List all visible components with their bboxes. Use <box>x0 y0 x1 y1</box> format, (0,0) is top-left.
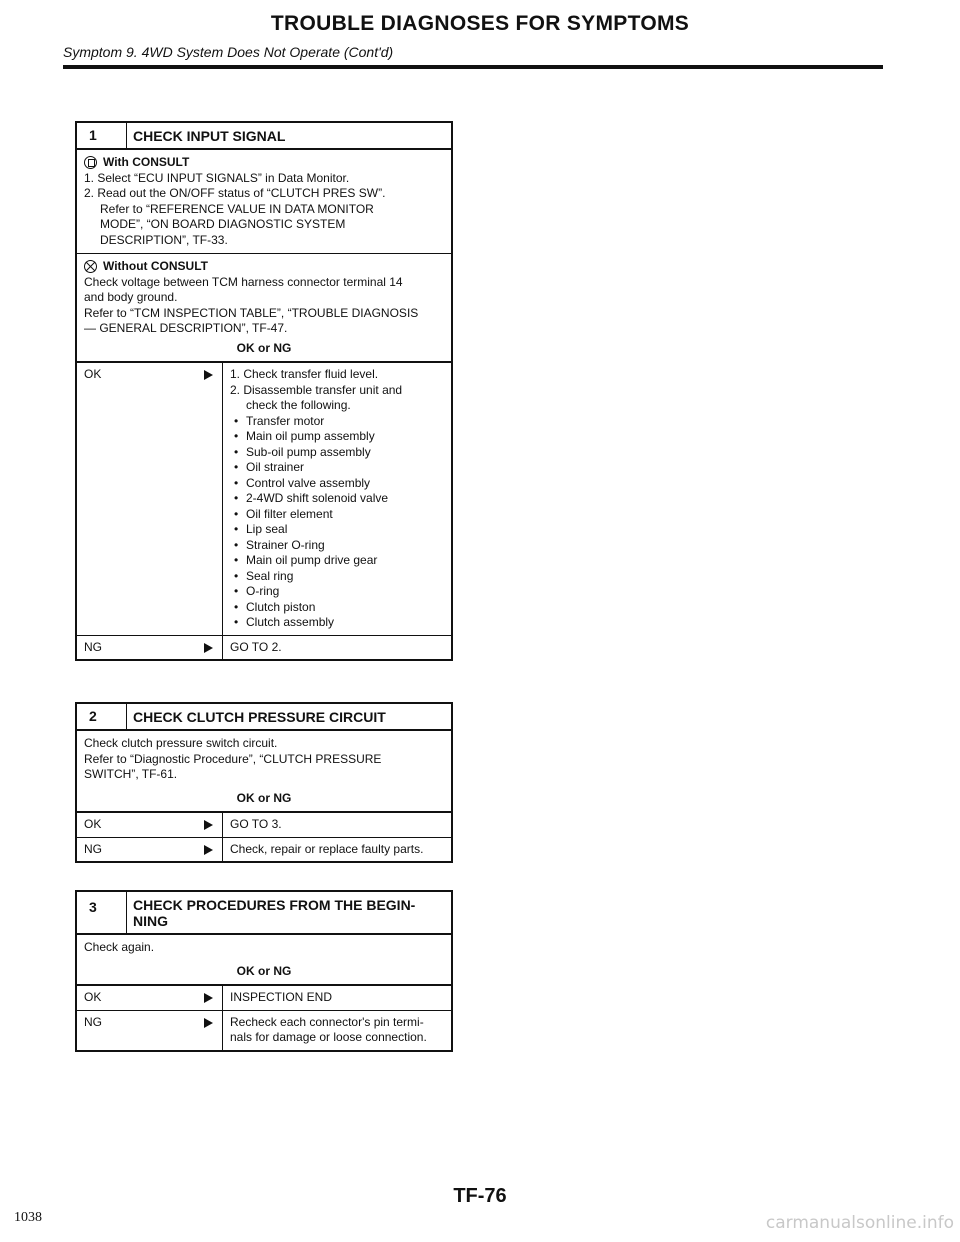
instruction-line: Check again. <box>84 940 155 954</box>
instruction-line: 2. Read out the ON/OFF status of “CLUTCH PRES SW”. <box>84 186 386 200</box>
ng-action: Check, repair or replace faulty parts. <box>222 838 451 862</box>
instruction-line: — GENERAL DESCRIPTION”, TF-47. <box>84 321 288 335</box>
check-item: • Strainer O-ring <box>230 538 444 554</box>
ok-row <box>77 813 451 838</box>
with-consult-section <box>77 150 451 254</box>
step-1-box <box>75 121 453 661</box>
ng-label: NG <box>84 1014 102 1029</box>
ok-action: GO TO 3. <box>222 813 451 837</box>
instruction-line: Refer to “Diagnostic Procedure”, “CLUTCH PRESSURE <box>84 751 382 766</box>
instruction-line: Check clutch pressure switch circuit. <box>84 736 278 750</box>
ok-row <box>77 986 451 1011</box>
instruction-line: Check voltage between TCM harness connector terminal 14 <box>84 274 403 289</box>
ok-row <box>77 363 451 636</box>
ok-or-ng-label: OK or NG <box>236 963 292 978</box>
action-line: check the following. <box>246 398 351 412</box>
check-item: • Main oil pump drive gear <box>230 553 444 569</box>
step-title: CHECK INPUT SIGNAL <box>133 128 286 144</box>
check-item: • Clutch assembly <box>230 615 444 631</box>
check-item: • O-ring <box>230 584 444 600</box>
step-number: 2 <box>77 704 127 729</box>
ok-action: INSPECTION END <box>222 986 451 1010</box>
with-consult-heading: With CONSULT <box>103 155 190 169</box>
ok-label: OK <box>84 817 102 831</box>
step-number: 1 <box>77 123 127 148</box>
step-number: 3 <box>77 892 127 933</box>
step-title <box>127 892 451 933</box>
check-item: • Clutch piston <box>230 600 444 616</box>
check-item: • Control valve assembly <box>230 476 444 492</box>
ok-action <box>222 363 451 635</box>
watermark: carmanualsonline.info <box>765 1213 954 1233</box>
page-title: TROUBLE DIAGNOSES FOR SYMPTOMS <box>270 12 690 35</box>
page-subtitle: Symptom 9. 4WD System Does Not Operate (Cont'd) <box>63 44 394 60</box>
check-item: • 2-4WD shift solenoid valve <box>230 491 444 507</box>
step-2-header <box>77 704 451 731</box>
instruction-line: MODE”, “ON BOARD DIAGNOSTIC SYSTEM <box>100 217 346 231</box>
step-2-instructions <box>77 731 451 813</box>
ok-label: OK <box>84 990 102 1004</box>
check-item: • Transfer motor <box>230 414 444 430</box>
arrow-right-icon <box>204 643 213 653</box>
action-line: 1. Check transfer fluid level. <box>230 367 379 381</box>
arrow-right-icon <box>204 370 213 380</box>
ng-row <box>77 838 451 862</box>
header-rule <box>63 65 883 69</box>
instruction-line: SWITCH”, TF-61. <box>84 767 178 781</box>
ok-or-ng-label: OK or NG <box>236 340 292 355</box>
step-3-header <box>77 892 451 935</box>
check-item: • Sub-oil pump assembly <box>230 445 444 461</box>
step-3-instructions <box>77 935 451 986</box>
check-item: • Oil strainer <box>230 460 444 476</box>
ng-action: GO TO 2. <box>222 636 451 660</box>
check-item: • Oil filter element <box>230 507 444 523</box>
check-item: • Lip seal <box>230 522 444 538</box>
step-3-box <box>75 890 453 1052</box>
without-consult-heading: Without CONSULT <box>103 259 208 273</box>
step-title-line: NING <box>133 913 168 929</box>
ng-label: NG <box>84 639 102 654</box>
instruction-line: Refer to “TCM INSPECTION TABLE”, “TROUBLE DIAGNOSIS <box>84 305 419 320</box>
folio-number: 1038 <box>14 1210 42 1225</box>
ok-label: OK <box>84 367 102 381</box>
no-consult-icon <box>84 260 97 273</box>
check-item: • Seal ring <box>230 569 444 585</box>
arrow-right-icon <box>204 1018 213 1028</box>
ng-label: NG <box>84 841 102 856</box>
arrow-right-icon <box>204 993 213 1003</box>
ng-action <box>222 1011 451 1050</box>
step-title: CHECK CLUTCH PRESSURE CIRCUIT <box>133 709 386 725</box>
action-line: 2. Disassemble transfer unit and <box>230 382 403 397</box>
instruction-line: and body ground. <box>84 290 178 304</box>
instruction-line: Refer to “REFERENCE VALUE IN DATA MONITOR <box>100 201 374 216</box>
ng-row <box>77 1011 451 1050</box>
step-1-header <box>77 123 451 150</box>
step-title-line: CHECK PROCEDURES FROM THE BEGIN- <box>133 897 416 913</box>
consult-icon <box>84 156 97 169</box>
without-consult-section <box>77 254 451 363</box>
ng-row <box>77 636 451 660</box>
arrow-right-icon <box>204 820 213 830</box>
instruction-line: 1. Select “ECU INPUT SIGNALS” in Data Monitor. <box>84 170 350 185</box>
arrow-right-icon <box>204 845 213 855</box>
action-line: nals for damage or loose connection. <box>230 1030 427 1044</box>
instruction-line: DESCRIPTION”, TF-33. <box>100 232 228 247</box>
page-number: TF-76 <box>453 1185 507 1207</box>
action-line: Recheck each connector's pin termi- <box>230 1014 424 1029</box>
ok-or-ng-label: OK or NG <box>236 790 292 805</box>
step-2-box <box>75 702 453 863</box>
check-item: • Main oil pump assembly <box>230 429 444 445</box>
